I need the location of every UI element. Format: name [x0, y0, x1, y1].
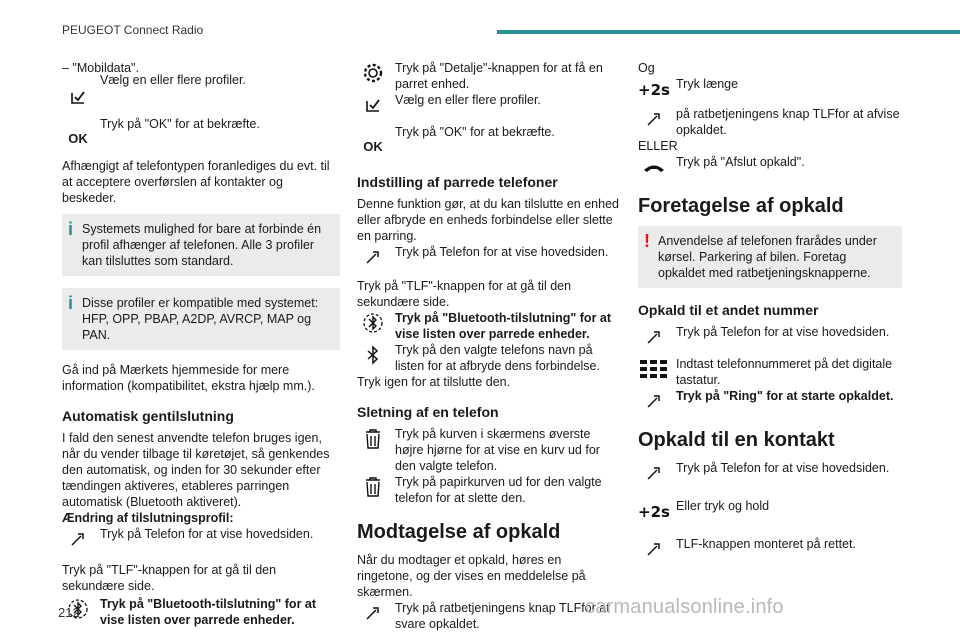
finger-tap-icon: [357, 244, 389, 270]
checkbox-icon: [357, 92, 389, 118]
finger-tap-icon: [638, 536, 670, 562]
info-icon: i: [68, 219, 74, 239]
mobildata-line: – "Mobildata".: [62, 61, 139, 75]
info-note-1: i Systemets mulighed for bare at forbinde én profil afhænger af telefonen. Alle 3 profiler kan tilsluttes som standard.: [62, 214, 340, 276]
heading-paired-settings: Indstilling af parrede telefoner: [357, 174, 558, 190]
heading-delete-phone: Sletning af en telefon: [357, 404, 499, 420]
text-enter-number: Indtast telefonnummeret på det digitale tastatur.: [676, 357, 893, 387]
text-change-profile: Ændring af tilslutningsprofil:: [62, 511, 234, 525]
trash-icon: [357, 426, 389, 452]
finger-tap-icon: [638, 460, 670, 486]
text-bt-list: Tryk på "Bluetooth-tilslutning" for at vise listen over parrede enheder.: [100, 597, 317, 627]
text-bin-select: Tryk på papirkurven ud for den valgte telefon for at slette den.: [395, 475, 602, 505]
finger-tap-icon: [357, 600, 389, 626]
text-telefon-home: Tryk på Telefon for at vise hovedsiden.: [676, 325, 890, 339]
hang-up-icon: [638, 154, 670, 180]
text-and: Og: [638, 61, 655, 75]
checkbox-icon: [62, 84, 94, 110]
column-3: [638, 60, 902, 568]
text-tlf-secondary: Tryk på "TLF"-knappen for at gå til den sekundære side.: [357, 279, 572, 309]
text-tlf-secondary: Tryk på "TLF"-knappen for at gå til den sekundære side.: [62, 563, 277, 593]
text-or: ELLER: [638, 139, 678, 153]
svg-text:+2s: +2s: [638, 81, 670, 99]
info-icon: i: [68, 293, 74, 313]
text-depends: Afhængigt af telefontypen foranlediges du evt. til at acceptere overførslen af kontakter og beskeder.: [62, 159, 330, 205]
svg-text:+2s: +2s: [638, 503, 670, 521]
bluetooth-icon: [357, 310, 389, 336]
trash-icon: [357, 474, 389, 500]
text-answer: Tryk på ratbetjeningens knap TLFfor at svare opkaldet.: [395, 601, 610, 631]
text-settings: Denne funktion gør, at du kan tilslutte en enhed eller afbryde en enheds forbindelse eller slette en parring.: [357, 197, 619, 243]
text-press-ok: Tryk på "OK" for at bekræfte.: [395, 125, 555, 139]
column-2: [357, 60, 619, 638]
text-or-hold: Eller tryk og hold: [676, 499, 770, 513]
ok-icon: OK: [363, 139, 383, 154]
finger-tap-icon: [638, 324, 670, 350]
text-reject: på ratbetjeningens knap TLFfor at afvise opkaldet.: [676, 107, 900, 137]
gear-icon: [357, 60, 389, 86]
heading-auto-reconnect: Automatisk gentilslutning: [62, 408, 234, 424]
finger-tap-icon: [638, 388, 670, 414]
heading-other-number: Opkald til et andet nummer: [638, 302, 819, 318]
text-select-profiles: Vælg en eller flere profiler.: [395, 93, 541, 107]
text-long-press: Tryk længe: [676, 77, 739, 91]
text-disconnect: Tryk på den valgte telefons navn på listen for at afbryde dens forbindelse.: [395, 343, 600, 373]
keypad-icon: [638, 356, 670, 382]
header-accent-bar: [497, 30, 960, 34]
ok-icon: OK: [68, 131, 88, 146]
text-telefon-home: Tryk på Telefon for at vise hovedsiden.: [676, 461, 890, 475]
column-1: [62, 60, 340, 634]
heading-make-call: Foretagelse af opkald: [638, 195, 844, 217]
text-receive: Når du modtager et opkald, høres en ringetone, og der vises en meddelelse på skærmen.: [357, 553, 586, 599]
text-telefon-home: Tryk på Telefon for at vise hovedsiden.: [100, 527, 314, 541]
watermark: carmanualsonline.info: [585, 596, 784, 618]
heading-call-contact: Opkald til en kontakt: [638, 429, 835, 451]
text-again: Tryk igen for at tilslutte den.: [357, 375, 511, 389]
finger-tap-icon: [62, 526, 94, 552]
text-end-call: Tryk på "Afslut opkald".: [676, 155, 805, 169]
warning-note: ! Anvendelse af telefonen frarådes under kørsel. Parkering af bilen. Foretag opkaldet med ratbetjeningsknapperne.: [638, 226, 902, 288]
text-select-profiles: Vælg en eller flere profiler.: [100, 73, 246, 87]
page-number: 212: [58, 605, 80, 620]
plus-2s-icon: [638, 498, 670, 524]
text-bt-list: Tryk på "Bluetooth-tilslutning" for at vise listen over parrede enheder.: [395, 311, 612, 341]
bluetooth-small-icon: [357, 342, 389, 368]
text-auto: I fald den senest anvendte telefon bruges igen, når du vender tilbage til køretøjet, så genkendes den automatisk, og inden for 30 sekunder efter tændingen aktiveres, etableres parringen automatisk (Bluetooth aktiveret).: [62, 431, 330, 509]
text-bin-top: Tryk på kurven i skærmens øverste højre hjørne for at vise en kurv ud for den valgte telefon.: [395, 427, 600, 473]
info-note-2: i Disse profiler er kompatible med systemet: HFP, OPP, PBAP, A2DP, AVRCP, MAP og PAN.: [62, 288, 340, 350]
header-title: PEUGEOT Connect Radio: [62, 23, 204, 37]
text-website: Gå ind på Mærkets hjemmeside for mere information (kompatibilitet, ekstra hjælp mm.).: [62, 363, 315, 393]
warning-icon: !: [644, 231, 650, 251]
text-telefon-home: Tryk på Telefon for at vise hovedsiden.: [395, 245, 609, 259]
text-mounted: TLF-knappen monteret på rettet.: [676, 537, 856, 551]
text-detail: Tryk på "Detalje"-knappen for at få en parret enhed.: [395, 61, 603, 91]
finger-tap-icon: [638, 106, 670, 132]
text-press-ok: Tryk på "OK" for at bekræfte.: [100, 117, 260, 131]
heading-receive-call: Modtagelse af opkald: [357, 521, 561, 543]
text-ring: Tryk på "Ring" for at starte opkaldet.: [676, 389, 894, 403]
plus-2s-icon: [638, 76, 670, 102]
